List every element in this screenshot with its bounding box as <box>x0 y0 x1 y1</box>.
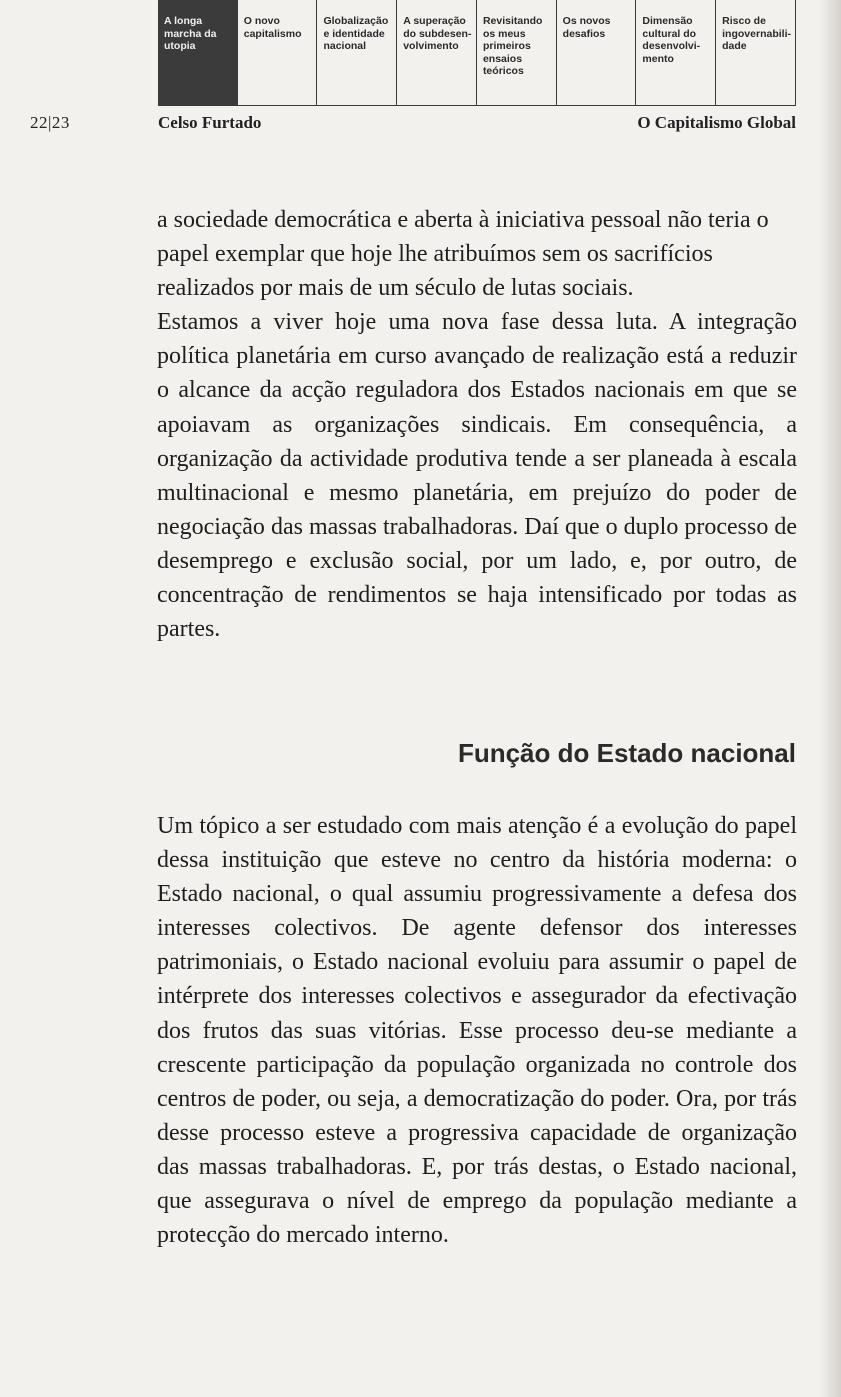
page-edge-shadow <box>819 0 841 1397</box>
chapter-tab-dimensao-cultural[interactable] <box>636 0 716 106</box>
running-header-author: Celso Furtado <box>158 113 262 132</box>
chapter-tab-risco[interactable] <box>716 0 796 106</box>
chapter-tab-label: A longa marcha da utopia <box>164 15 217 52</box>
paragraph: Estamos a viver hoje uma nova fase dessa luta. A integração política planetária em curso avançado de realização está a reduzir o alcance da acção reguladora dos Estados nacionais em que se apoiavam as organizações sindicais. Em consequência, a organização da actividade produtiva tende a ser planeada à escala multinacional e mesmo planetária, em prejuízo do poder de negociação das massas trabalhadoras. Daí que o duplo processo de desemprego e exclusão social, por um lado, e, por outro, de concentração de rendimentos se haja intensificado por todas as partes. <box>157 309 797 643</box>
chapter-tab-label: Dimensão cultural do desenvolvi- mento <box>642 15 701 65</box>
chapter-tab-revisitando[interactable] <box>477 0 557 106</box>
paragraph: Um tópico a ser estudado com mais atenção é a evolução do papel dessa instituição que esteve no centro da história moderna: o Estado nacional, o qual assumiu progressivamente a defesa dos interesses colectivos. De agente defensor dos interesses patrimoniais, o Estado nacional evoluiu para assumir o papel de intérprete dos interesses colectivos e assegurador da efectivação dos frutos das suas vitórias. Esse processo deu-se mediante a crescente participação da população organizada no controle dos centros de poder, ou seja, a democratização do poder. Ora, por trás desse processo esteve a progressiva capacidade de organização das massas trabalhadoras. E, por trás destas, o Estado nacional, que assegurava o nível de emprego da população mediante a protecção do mercado interno. <box>157 813 797 1249</box>
chapter-tab-label: Revisitando os meus primeiros ensaios teóricos <box>482 15 543 77</box>
page-numbers: 22|23 <box>30 113 70 132</box>
paragraph: a sociedade democrática e aberta à iniciativa pessoal não teria o papel exemplar que hoje lhe atribuímos sem os sacrifícios realizados por mais de um século de lutas sociais. <box>157 207 769 302</box>
chapter-tab-label: Os novos desafios <box>562 15 611 40</box>
chapter-tab-label: Globalização e identidade nacional <box>323 15 389 52</box>
chapter-tab-novos-desafios[interactable] <box>557 0 637 106</box>
body-text-bottom <box>157 809 797 1252</box>
chapter-tab-longa-marcha[interactable] <box>158 0 238 106</box>
section-heading: Função do Estado nacional <box>457 738 796 768</box>
chapter-tab-novo-capitalismo[interactable] <box>238 0 318 106</box>
chapter-tab-label: A superação do subdesen- volvimento <box>403 15 472 52</box>
chapter-tab-label: O novo capitalismo <box>243 15 302 40</box>
chapter-tabs <box>158 0 796 106</box>
chapter-tab-superacao[interactable] <box>397 0 477 106</box>
running-header-book-title: O Capitalismo Global <box>637 113 796 132</box>
chapter-tab-label: Risco de ingovernabili- dade <box>722 15 791 52</box>
chapter-tab-globalizacao[interactable] <box>317 0 397 106</box>
body-text-top <box>157 203 797 646</box>
